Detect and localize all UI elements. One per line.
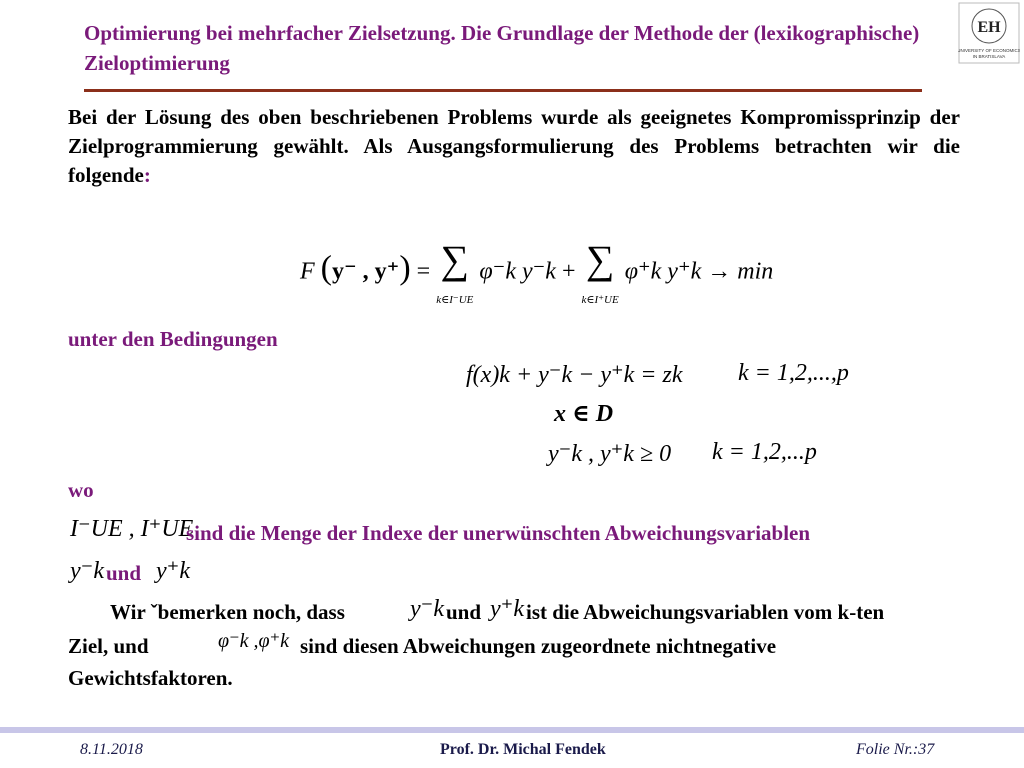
footer-divider [0,727,1024,733]
index-description: sind die Menge der Indexe der unerwünschten Abweichungsvariablen [186,521,811,545]
constraint-nonneg: y⁻k , y⁺k ≥ 0 [548,441,672,467]
remark-y-minus: y⁻k [410,596,444,622]
yk-plus: y⁺k [156,558,190,584]
logo-caption-2: IN BRATISLAVA [972,54,1006,59]
intro-paragraph [68,103,960,190]
university-logo [958,2,1020,64]
intro-colon: : [143,163,151,187]
remark-line3: Gewichtsfaktoren. [68,666,233,690]
sum-limit-plus: k∈I⁺UE [581,294,619,306]
phi-pair: φ⁻k ,φ⁺k [218,630,289,652]
slide-title: Optimierung bei mehrfacher Zielsetzung. Die Grundlage der Methode der (lexikographische) Zieloptimierung [84,21,920,75]
remark-y-plus: y⁺k [490,596,524,622]
objective-function: F (y⁻ , y⁺) = ∑ k∈I⁻UE φ⁻k y⁻k + ∑ k∈I⁺UE φ⁺k y⁺k → min [300,237,774,306]
objective-args: y⁻ , y⁺ [332,258,400,285]
index-sets: I⁻UE , I⁺UE [70,516,194,542]
constraints-label: unter den Bedingungen [68,327,278,351]
footer-date: 8.11.2018 [80,741,143,758]
objective-F: F [300,258,315,285]
remark-and: und [446,600,482,624]
remark-start: Wir ˇbemerken noch, dass [110,600,345,624]
objective-term1: φ⁻k y⁻k [479,258,556,285]
constraint-nonneg-range: k = 1,2,...p [712,439,817,465]
and-label: und [106,561,142,585]
intro-text: Bei der Lösung des oben beschriebenen Problems wurde als geeignetes Kompromissprinzip der Zielprogrammierung gewählt. Als Ausgangsformulierung des Problems betrachten wir die folgende [68,105,960,187]
footer-author: Prof. Dr. Michal Fendek [440,741,606,758]
objective-plus: + [561,258,576,285]
remark-line2-start: Ziel, und [68,634,149,658]
logo-caption-1: UNIVERSITY OF ECONOMICS [958,48,1020,53]
constraint-domain: x ∈ D [554,401,614,427]
logo-initials: EH [977,19,1001,36]
objective-min: min [737,258,774,285]
objective-eq: = [416,258,431,285]
sum-limit-minus: k∈I⁻UE [436,294,474,306]
footer-slide-number: Folie Nr.:37 [856,741,935,758]
constraint-balance-range: k = 1,2,...,p [738,360,849,386]
title-divider [84,89,922,92]
constraint-balance: f(x)k + y⁻k − y⁺k = zk [466,362,683,388]
objective-arrow: → [707,258,732,285]
remark-rest: ist die Abweichungsvariablen vom k-ten [526,600,885,624]
yk-minus: y⁻k [70,558,104,584]
wo-label: wo [68,478,94,502]
remark-line2-rest: sind diesen Abweichungen zugeordnete nichtnegative [300,634,777,658]
objective-term2: φ⁺k y⁺k [624,258,702,285]
